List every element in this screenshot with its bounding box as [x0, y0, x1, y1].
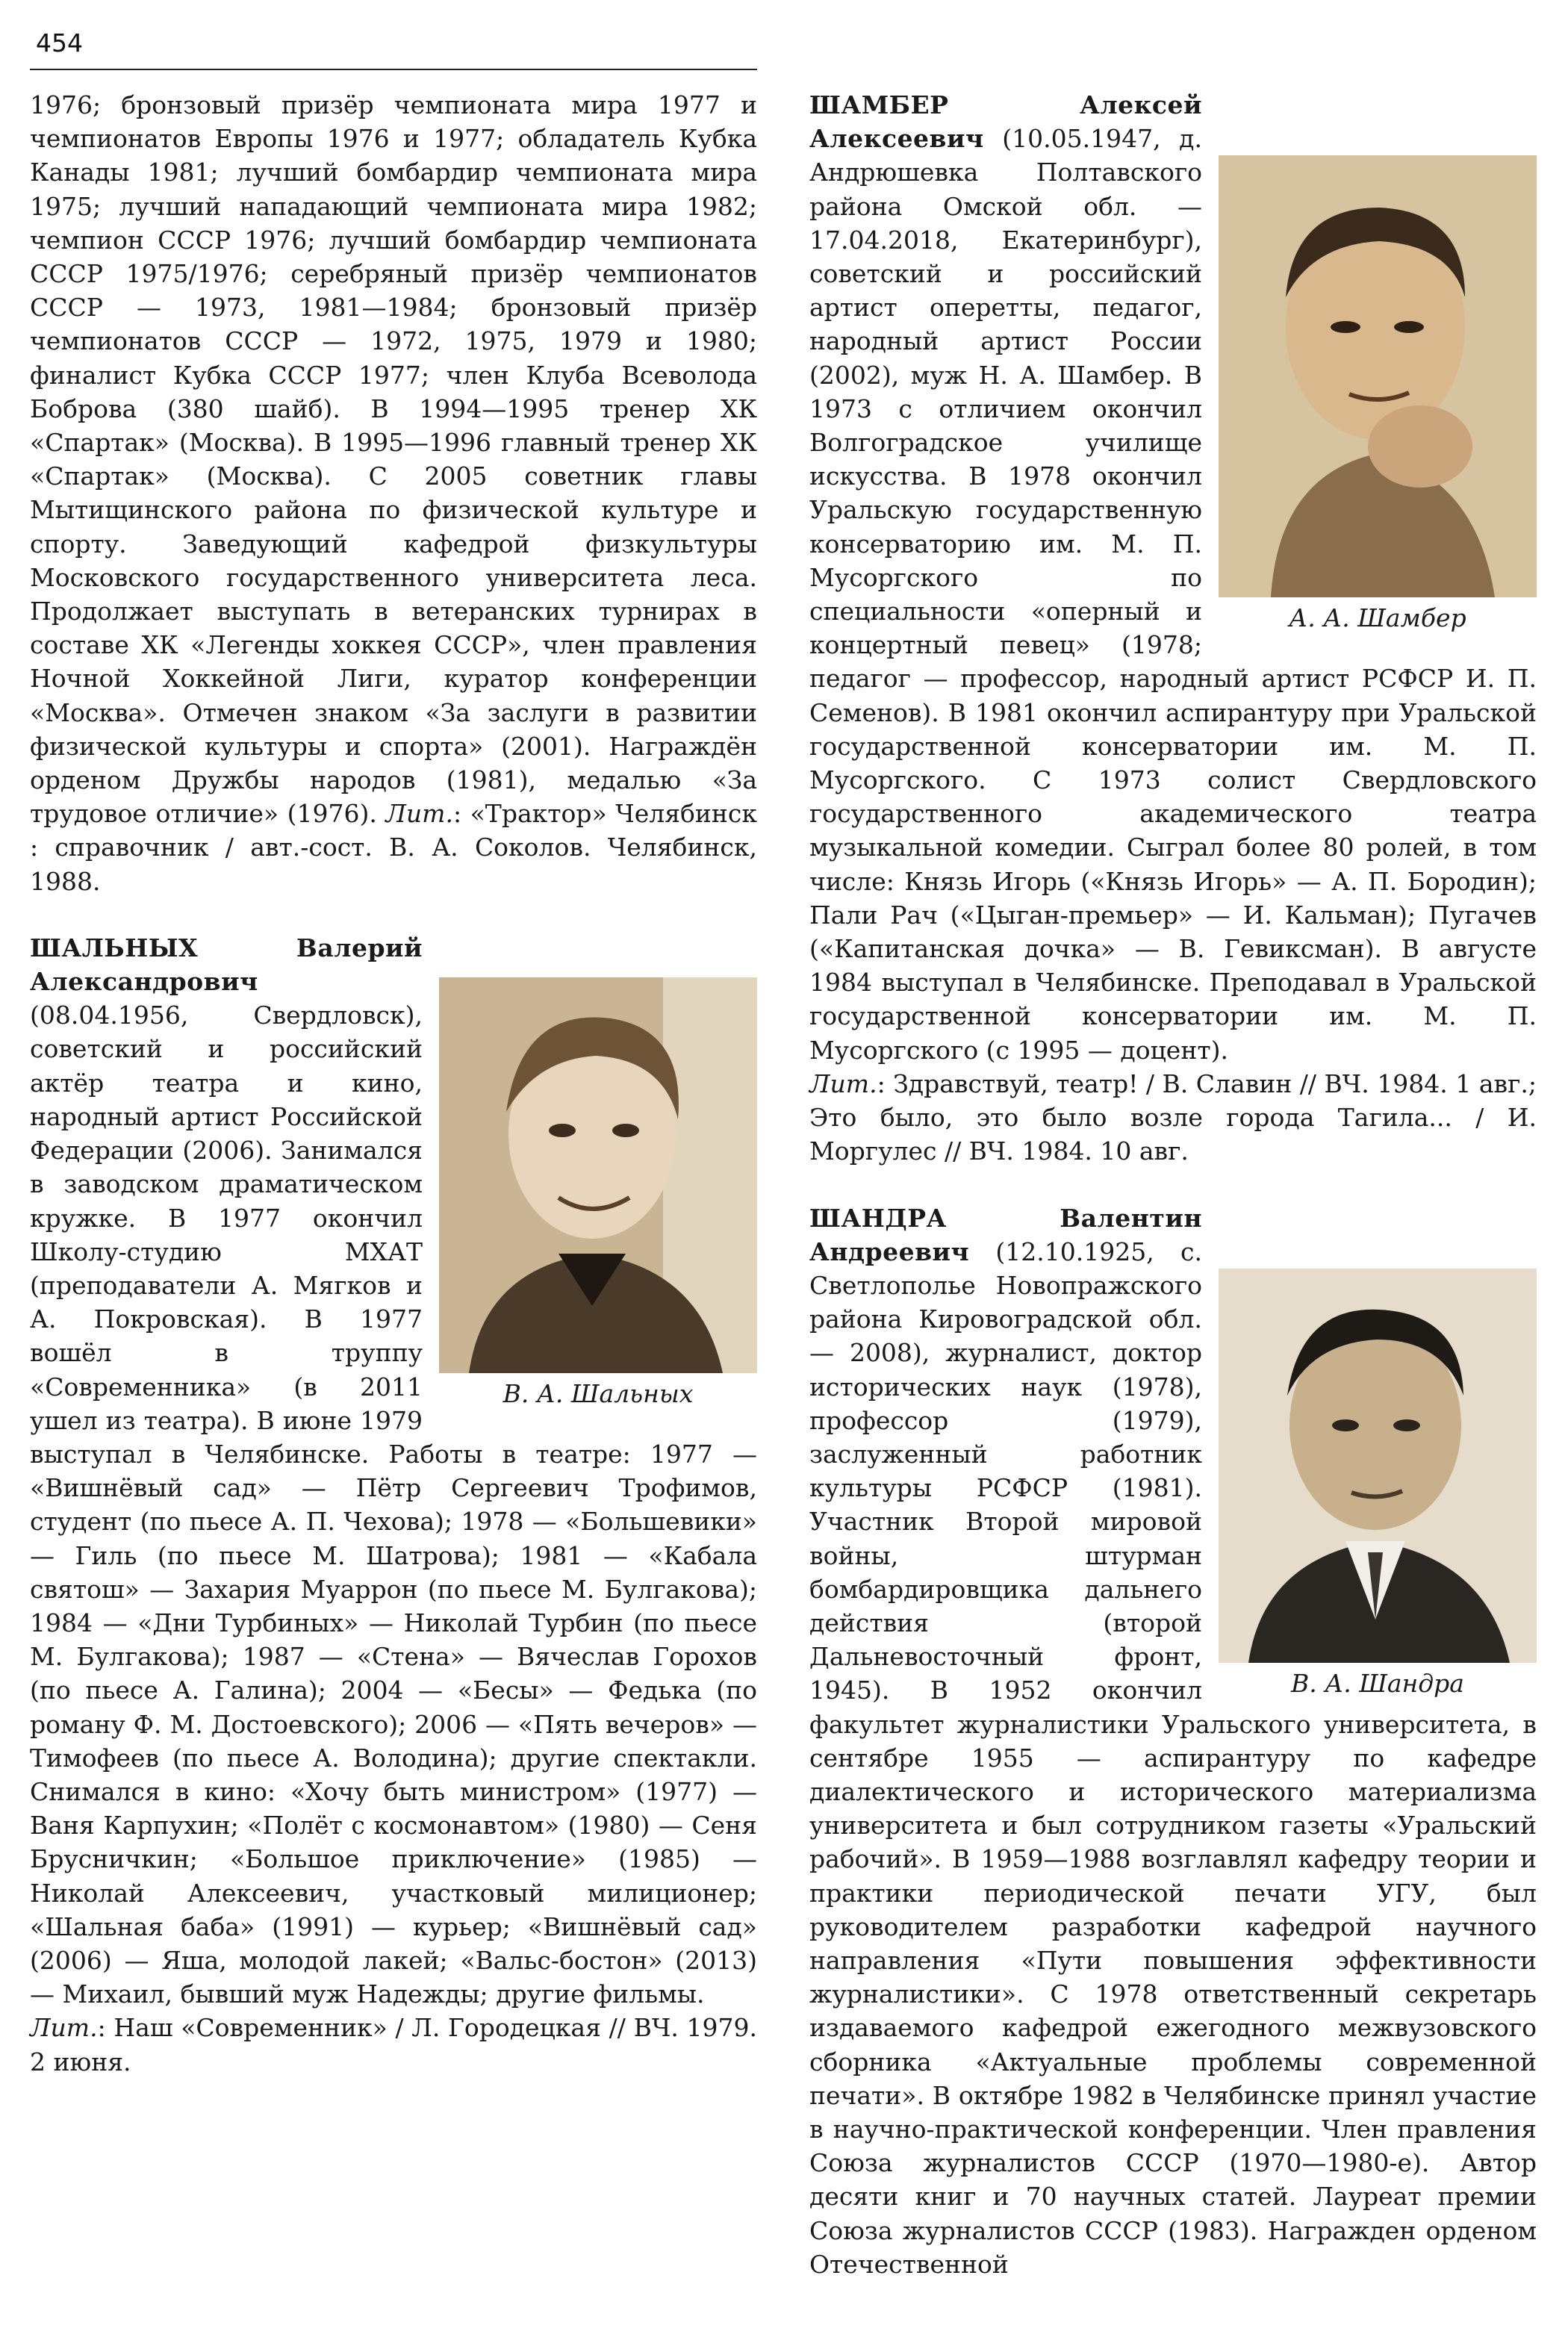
- literature-text: : Здравствуй, театр! / В. Славин // ВЧ. 1984. 1 авг.; Это было, это было возле города Тагила... / И. Моргулес // ВЧ. 1984. 10 авг.: [809, 1068, 1537, 1166]
- entry-text-shamber: (10.05.1947, д. Андрюшевка Полтавского района Омской обл. — 17.04.2018, Екатеринбург), советский и российский артист оперетты, педагог, народный артист России (2002), муж Н. А. Шамбер. В 1973 с отличием окончил Волгоградское училище искусства. В 1978 окончил Уральскую государственную консерваторию им. М. П. Мусоргского по специальности «оперный и концертный певец» (1978; педагог — профессор, народный артист РСФСР И. П. Семенов). В 1981 окончил аспирантуру при Уральской государственной консерватории им. М. П. Мусоргского. С 1973 солист Свердловского государственного академического театра музыкальной комедии. Сыграл более 80 ролей, в том числе: Князь Игорь («Князь Игорь» — А. П. Бородин); Пали Рач («Цыган-премьер» — И. Кальман); Пугачев («Капитанская дочка» — В. Гевиксман). В августе 1984 выступал в Челябинске. Преподавал в Уральской государственной консерватории им. М. П. Мусоргского (с 1995 — доцент).: [809, 124, 1537, 1065]
- photo-caption-shandra: В. А. Шандра: [1291, 1668, 1464, 1698]
- photo-caption-shalnykh: В. А. Шальных: [503, 1378, 694, 1408]
- left-column: [30, 88, 757, 2079]
- entry-shamber: [809, 88, 1537, 1169]
- entry-shandra: [809, 1201, 1537, 2282]
- entry-shalnykh: [30, 931, 757, 2079]
- literature-text: : «Трактор» Челябинск : справочник / авт.-сост. В. А. Соколов. Челябинск, 1988.: [30, 799, 757, 896]
- literature-text: : Наш «Современник» / Л. Городецкая // ВЧ. 1979. 2 июня.: [30, 2013, 757, 2076]
- literature-label: Лит.: [809, 1068, 877, 1098]
- entry-text-shandra: (12.10.1925, с. Светлополье Новопражского района Кировоградской обл. — 2008), журналист, доктор исторических наук (1978), профессор (1979), заслуженный работник культуры РСФСР (1981). Участник Второй мировой войны, штурман бомбардировщика дальнего действия (второй Дальневосточный фронт, 1945). В 1952 окончил факультет журналистики Уральского университета, в сентябре 1955 — аспирантуру по кафедре диалектического и исторического материализма университета и был сотрудником газеты «Уральский рабочий». В 1959—1988 возглавлял кафедру теории и практики периодической печати УГУ, был руководителем разработки кафедрой научного направления «Пути повышения эффективности журналистики». С 1978 ответственный секретарь издаваемого кафедрой ежегодного межвузовского сборника «Актуальные проблемы современной печати». В октябре 1982 в Челябинске принял участие в научно-практической конференции. Член правления Союза журналистов СССР (1970—1980-е). Автор десяти книг и 70 научных статей. Лауреат премии Союза журналистов СССР (1983). Награжден орденом Отечественной: [809, 1236, 1537, 2279]
- literature-label: Лит.: [385, 799, 453, 829]
- entry-continuation: [30, 88, 757, 898]
- page-number: 454: [36, 28, 83, 57]
- entry-continuation-text: 1976; бронзовый призёр чемпионата мира 1977 и чемпионатов Европы 1976 и 1977; обладатель Кубка Канады 1981; лучший бомбардир чемпионата мира 1975; лучший нападающий чемпионата мира 1982; чемпион СССР 1976; лучший бомбардир чемпионата СССР 1975/1976; серебряный призёр чемпионатов СССР — 1973, 1981—1984; бронзовый призёр чемпионатов СССР — 1972, 1975, 1979 и 1980; финалист Кубка СССР 1977; член Клуба Всеволода Боброва (380 шайб). В 1994—1995 тренер ХК «Спартак» (Москва). В 1995—1996 главный тренер ХК «Спартак» (Москва). С 2005 советник главы Мытищинского района по физической культуре и спорту. Заведующий кафедрой физкультуры Московского государственного университета леса. Продолжает выступать в ветеранских турнирах в составе ХК «Легенды хоккея СССР», член правления Ночной Хоккейной Лиги, куратор конференции «Москва». Отмечен знаком «За заслуги в развитии физической культуры и спорта» (2001). Награждён орденом Дружбы народов (1981), медалью «За трудовое отличие» (1976).: [30, 90, 757, 829]
- portrait-photo-shalnykh: [439, 977, 757, 1373]
- right-column: [809, 88, 1537, 2281]
- literature-label: Лит.: [30, 2013, 98, 2043]
- entry-name-shalnykh: ШАЛЬНЫХ Валерий Александрович: [30, 933, 423, 997]
- entry-name-shamber: ШАМБЕР Алексей Алексеевич: [809, 90, 1202, 154]
- entry-text-shalnykh: (08.04.1956, Свердловск), советский и российский актёр театра и кино, народный артист Российской Федерации (2006). Занимался в заводском драматическом кружке. В 1977 окончил Школу-студию МХАТ (преподаватели А. Мягков и А. Покровская). В 1977 вошёл в труппу «Современника» (в 2011 ушел из театра). В июне 1979 выступал в Челябинске. Работы в театре: 1977 — «Вишнёвый сад» — Пётр Сергеевич Трофимов, студент (по пьесе А. П. Чехова); 1978 — «Большевики» — Гиль (по пьесе М. Шатрова); 1981 — «Кабала святош» — Захария Муаррон (по пьесе М. Булгакова); 1984 — «Дни Турбиных» — Николай Турбин (по пьесе М. Булгакова); 1987 — «Стена» — Вячеслав Горохов (по пьесе А. Галина); 2004 — «Бесы» — Федька (по роману Ф. М. Достоевского); 2006 — «Пять вечеров» — Тимофеев (по пьесе А. Володина); другие спектакли. Снимался в кино: «Хочу быть министром» (1977) — Ваня Карпухин; «Полёт с космонавтом» (1980) — Сеня Брусничкин; «Большое приключение» (1985) — Николай Алексеевич, участковый милиционер; «Шальная баба» (1991) — курьер; «Вишнёвый сад» (2006) — Яша, молодой лакей; «Вальс-бостон» (2013) — Михаил, бывший муж Надежды; другие фильмы.: [30, 1001, 757, 2009]
- entry-name-shandra: ШАНДРА Валентин Андреевич: [809, 1203, 1202, 1266]
- photo-figure-shandra: [1219, 1269, 1537, 1700]
- photo-caption-shamber: А. А. Шамбер: [1289, 603, 1466, 632]
- header-rule: [30, 69, 757, 70]
- photo-figure-shamber: [1219, 155, 1537, 635]
- photo-figure-shalnykh: [439, 977, 757, 1410]
- portrait-photo-shamber: [1219, 155, 1537, 597]
- portrait-photo-shandra: [1219, 1269, 1537, 1663]
